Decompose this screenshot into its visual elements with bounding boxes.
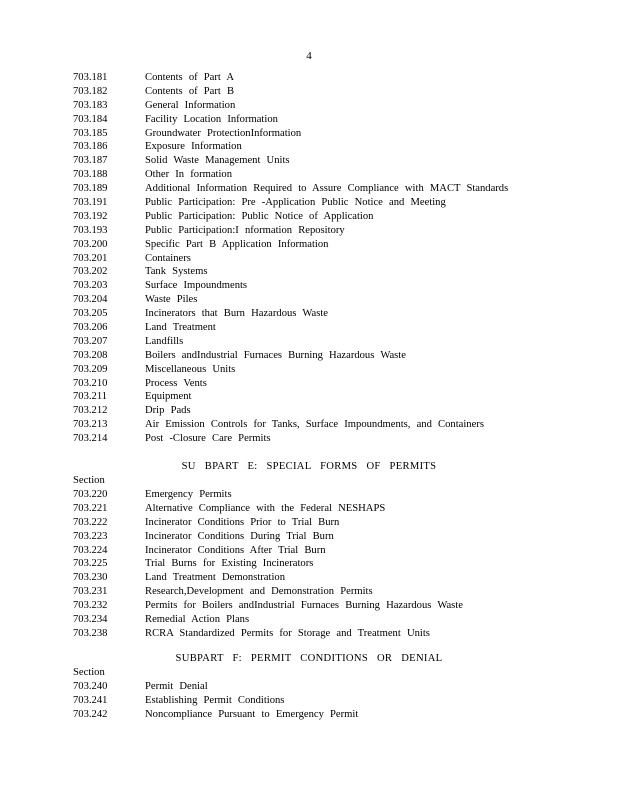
- section-number: 703.189: [73, 183, 108, 195]
- section-title: Alternative Compliance with the Federal NESHAPS: [145, 502, 386, 514]
- section-entry: [73, 238, 543, 252]
- section-title: Land Treatment Demonstration: [145, 572, 285, 584]
- section-title: Research,Development and Demonstration Permits: [145, 586, 373, 598]
- section-number: 703.223: [73, 530, 108, 542]
- section-entry: [73, 335, 543, 349]
- section-title: Exposure Information: [145, 141, 242, 153]
- section-number: 703.208: [73, 349, 108, 361]
- section-number: 703.202: [73, 266, 108, 278]
- section-title: Solid Waste Management Units: [145, 155, 290, 167]
- section-number: 703.181: [73, 72, 108, 83]
- section-number: 703.192: [73, 210, 108, 222]
- section-title: Incinerators that Burn Hazardous Waste: [145, 308, 328, 320]
- section-entry: [73, 99, 543, 113]
- section-number: 703.230: [73, 572, 108, 584]
- section-number: 703.211: [73, 391, 108, 403]
- section-number: 703.193: [73, 224, 108, 236]
- section-title: Remedial Action Plans: [145, 614, 250, 626]
- subpart-f-section-label: Section: [73, 667, 105, 678]
- section-number: 703.213: [73, 419, 108, 431]
- section-entry: [73, 432, 543, 446]
- section-title: Landfills: [145, 335, 184, 347]
- section-entry: [73, 154, 543, 168]
- section-title: Waste Piles: [145, 294, 198, 306]
- subpart-f-heading: SUBPART F: PERMIT CONDITIONS OR DENIAL: [175, 653, 443, 664]
- section-entry: [73, 680, 543, 694]
- section-entry: [73, 85, 543, 99]
- section-number: 703.201: [73, 252, 108, 264]
- section-title: Equipment: [145, 391, 192, 403]
- section-number: 703.238: [73, 627, 108, 639]
- part-a-section-list: [73, 71, 543, 446]
- section-number: 703.200: [73, 238, 108, 250]
- subpart-e-heading: SU BPART E: SPECIAL FORMS OF PERMITS: [181, 461, 437, 472]
- section-title: Public Participation: Public Notice of Application: [145, 210, 374, 222]
- section-entry: [73, 113, 543, 127]
- section-number: 703.224: [73, 544, 108, 556]
- section-entry: [73, 516, 543, 530]
- section-entry: [73, 544, 543, 558]
- page-number: 4: [306, 50, 312, 62]
- section-entry: [73, 390, 543, 404]
- section-entry: [73, 599, 543, 613]
- section-entry: [73, 530, 543, 544]
- section-number: 703.191: [73, 197, 108, 209]
- section-title: Drip Pads: [145, 405, 191, 417]
- section-entry: [73, 224, 543, 238]
- section-number: 703.214: [73, 433, 108, 445]
- section-title: Groundwater ProtectionInformation: [145, 127, 302, 139]
- section-title: Land Treatment: [145, 322, 216, 334]
- section-entry: [73, 613, 543, 627]
- subpart-f-section-label-wrap: [73, 666, 543, 680]
- section-entry: [73, 502, 543, 516]
- section-number: 703.182: [73, 85, 108, 97]
- section-title: Trial Burns for Existing Incinerators: [145, 558, 314, 570]
- section-number: 703.186: [73, 141, 108, 153]
- section-number: 703.206: [73, 322, 108, 334]
- section-entry: [73, 210, 543, 224]
- section-entry: [73, 557, 543, 571]
- section-number: 703.241: [73, 694, 108, 706]
- section-entry: [73, 140, 543, 154]
- section-entry: [73, 182, 543, 196]
- section-entry: [73, 321, 543, 335]
- section-number: 703.188: [73, 169, 108, 181]
- section-number: 703.184: [73, 113, 108, 125]
- subpart-f-section-list: [73, 680, 543, 722]
- section-title: Other In formation: [145, 169, 233, 181]
- section-number: 703.232: [73, 600, 108, 612]
- section-title: Incinerator Conditions Prior to Trial Burn: [145, 516, 340, 528]
- section-number: 703.231: [73, 586, 108, 598]
- section-entry: [73, 377, 543, 391]
- section-number: 703.185: [73, 127, 108, 139]
- section-title: Emergency Permits: [145, 489, 232, 500]
- section-entry: [73, 571, 543, 585]
- section-number: 703.225: [73, 558, 108, 570]
- section-number: 703.207: [73, 335, 108, 347]
- section-title: Surface Impoundments: [145, 280, 248, 292]
- section-title: Public Participation: Pre -Application Public Notice and Meeting: [145, 197, 446, 209]
- section-title: Process Vents: [145, 377, 207, 389]
- section-entry: [73, 363, 543, 377]
- section-number: 703.220: [73, 489, 108, 500]
- section-entry: [73, 349, 543, 363]
- section-entry: [73, 708, 543, 722]
- section-title: RCRA Standardized Permits for Storage and Treatment Units: [145, 627, 430, 639]
- section-entry: [73, 279, 543, 293]
- section-title: Establishing Permit Conditions: [145, 694, 285, 706]
- section-entry: [73, 585, 543, 599]
- section-number: 703.234: [73, 614, 108, 626]
- section-title: Air Emission Controls for Tanks, Surface Impoundments, and Containers: [145, 419, 484, 431]
- section-entry: [73, 418, 543, 432]
- section-number: 703.205: [73, 308, 108, 320]
- section-number: 703.221: [73, 502, 108, 514]
- section-title: Boilers andIndustrial Furnaces Burning Hazardous Waste: [145, 349, 406, 361]
- section-number: 703.203: [73, 280, 108, 292]
- section-entry: [73, 168, 543, 182]
- section-entry: [73, 293, 543, 307]
- section-entry: [73, 196, 543, 210]
- section-title: General Information: [145, 99, 236, 111]
- section-entry: [73, 265, 543, 279]
- section-title: Miscellaneous Units: [145, 363, 236, 375]
- section-title: Permit Denial: [145, 681, 208, 692]
- subpart-e-section-label-wrap: [73, 474, 543, 488]
- section-number: 703.210: [73, 377, 108, 389]
- section-entry: [73, 252, 543, 266]
- section-title: Facility Location Information: [145, 113, 278, 125]
- section-number: 703.187: [73, 155, 108, 167]
- section-title: Tank Systems: [145, 266, 208, 278]
- section-number: 703.242: [73, 708, 108, 720]
- subpart-e-section-label: Section: [73, 475, 105, 486]
- section-number: 703.222: [73, 516, 108, 528]
- section-title: Containers: [145, 252, 191, 264]
- subpart-e-section-list: [73, 488, 543, 641]
- section-number: 703.183: [73, 99, 108, 111]
- section-number: 703.204: [73, 294, 108, 306]
- section-title: Contents of Part B: [145, 85, 235, 97]
- section-entry: [73, 404, 543, 418]
- section-entry: [73, 127, 543, 141]
- section-entry: [73, 627, 543, 641]
- section-title: Permits for Boilers andIndustrial Furnaces Burning Hazardous Waste: [145, 600, 463, 612]
- section-title: Incinerator Conditions After Trial Burn: [145, 544, 326, 556]
- section-entry: [73, 694, 543, 708]
- section-title: Post -Closure Care Permits: [145, 433, 271, 445]
- section-number: 703.240: [73, 681, 108, 692]
- section-title: Additional Information Required to Assure Compliance with MACT Standards: [145, 183, 509, 195]
- section-title: Public Participation:I nformation Repository: [145, 224, 345, 236]
- section-title: Incinerator Conditions During Trial Burn: [145, 530, 334, 542]
- section-title: Specific Part B Application Information: [145, 238, 329, 250]
- section-entry: [73, 307, 543, 321]
- section-number: 703.212: [73, 405, 108, 417]
- section-title: Contents of Part A: [145, 72, 235, 83]
- section-title: Noncompliance Pursuant to Emergency Permit: [145, 708, 359, 720]
- section-entry: [73, 488, 543, 502]
- section-number: 703.209: [73, 363, 108, 375]
- section-entry: [73, 71, 543, 85]
